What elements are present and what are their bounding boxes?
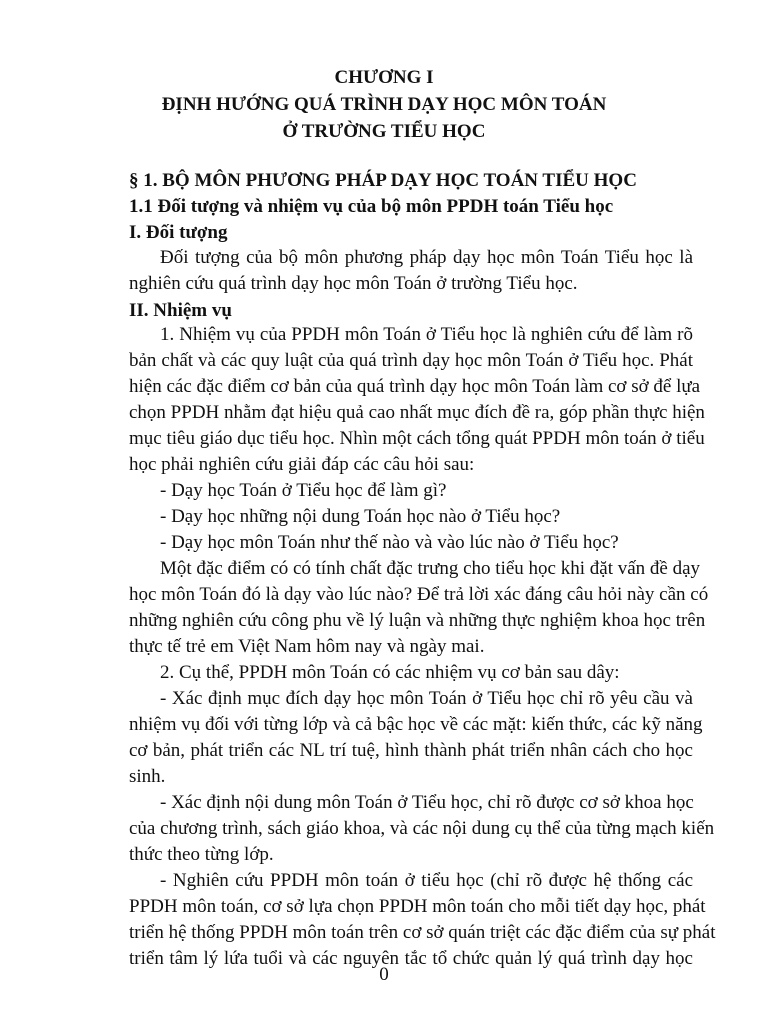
paragraph-line: thực tế trẻ em Việt Nam hôm nay và ngày mai. (129, 636, 485, 657)
task-line: - Nghiên cứu PPDH môn toán ở tiểu học (chỉ rõ được hệ thống các (160, 870, 693, 891)
paragraph-line: Đối tượng của bộ môn phương pháp dạy học môn Toán Tiểu học là (160, 247, 693, 268)
task-line: - Xác định nội dung môn Toán ở Tiểu học, chỉ rõ được cơ sở khoa học (160, 792, 694, 813)
question-item: - Dạy học môn Toán như thế nào và vào lúc nào ở Tiểu học? (160, 532, 619, 553)
paragraph-line: học môn Toán đó là dạy vào lúc nào? Để trả lời xác đáng câu hỏi này cần có (129, 584, 709, 605)
task-line: PPDH môn toán, cơ sở lựa chọn PPDH môn toán cho mỗi tiết dạy học, phát (129, 896, 706, 917)
paragraph-line: bản chất và các quy luật của quá trình dạy học môn Toán ở Tiểu học. Phát (129, 350, 693, 371)
task-line: của chương trình, sách giáo khoa, và các nội dung cụ thể của từng mạch kiến (129, 818, 715, 839)
page-number: 0 (379, 964, 389, 985)
paragraph-line: nghiên cứu quá trình dạy học môn Toán ở trường Tiểu học. (129, 273, 578, 294)
task-line: - Xác định mục đích dạy học môn Toán ở Tiểu học chỉ rõ yêu cầu và (160, 688, 693, 709)
task-line: triển tâm lý lứa tuổi và các nguyên tắc tổ chức quản lý quá trình dạy học (129, 948, 693, 969)
question-item: - Dạy học Toán ở Tiểu học để làm gì? (160, 480, 447, 501)
section-heading: § 1. BỘ MÔN PHƯƠNG PHÁP DẠY HỌC TOÁN TIỂU HỌC (129, 170, 637, 191)
paragraph-line: 2. Cụ thể, PPDH môn Toán có các nhiệm vụ cơ bản sau dây: (160, 662, 620, 683)
paragraph-line: 1. Nhiệm vụ của PPDH môn Toán ở Tiểu học là nghiên cứu để làm rõ (160, 324, 693, 345)
paragraph-line: chọn PPDH nhằm đạt hiệu quả cao nhất mục đích đề ra, góp phần thực hiện (129, 402, 705, 423)
paragraph-line: mục tiêu giáo dục tiểu học. Nhìn một cách tổng quát PPDH môn toán ở tiểu (129, 428, 705, 449)
heading-doi-tuong: I. Đối tượng (129, 222, 228, 243)
paragraph-line: những nghiên cứu công phu về lý luận và những thực nghiệm khoa học trên (129, 610, 706, 631)
task-line: cơ bản, phát triển các NL trí tuệ, hình thành phát triển nhân cách cho học (129, 740, 693, 761)
task-line: sinh. (129, 766, 166, 787)
task-line: nhiệm vụ đối với từng lớp và cả bậc học về các mặt: kiến thức, các kỹ năng (129, 714, 703, 735)
question-item: - Dạy học những nội dung Toán học nào ở Tiểu học? (160, 506, 561, 527)
heading-nhiem-vu: II. Nhiệm vụ (129, 300, 232, 321)
paragraph-line: Một đặc điểm có có tính chất đặc trưng cho tiểu học khi đặt vấn đề dạy (160, 558, 701, 579)
chapter-title-line-1: ĐỊNH HƯỚNG QUÁ TRÌNH DẠY HỌC MÔN TOÁN (161, 94, 607, 115)
chapter-label: CHƯƠNG I (334, 67, 434, 88)
task-line: triển hệ thống PPDH môn toán trên cơ sở quán triệt các đặc điểm của sự phát (129, 922, 716, 943)
task-line: thức theo từng lớp. (129, 844, 274, 865)
paragraph-line: học phải nghiên cứu giải đáp các câu hỏi sau: (129, 454, 475, 475)
paragraph-line: hiện các đặc điểm cơ bản của quá trình dạy học môn Toán làm cơ sở để lựa (129, 376, 701, 397)
chapter-title-line-2: Ở TRƯỜNG TIỂU HỌC (282, 121, 486, 142)
subsection-heading: 1.1 Đối tượng và nhiệm vụ của bộ môn PPDH toán Tiểu học (129, 196, 614, 217)
